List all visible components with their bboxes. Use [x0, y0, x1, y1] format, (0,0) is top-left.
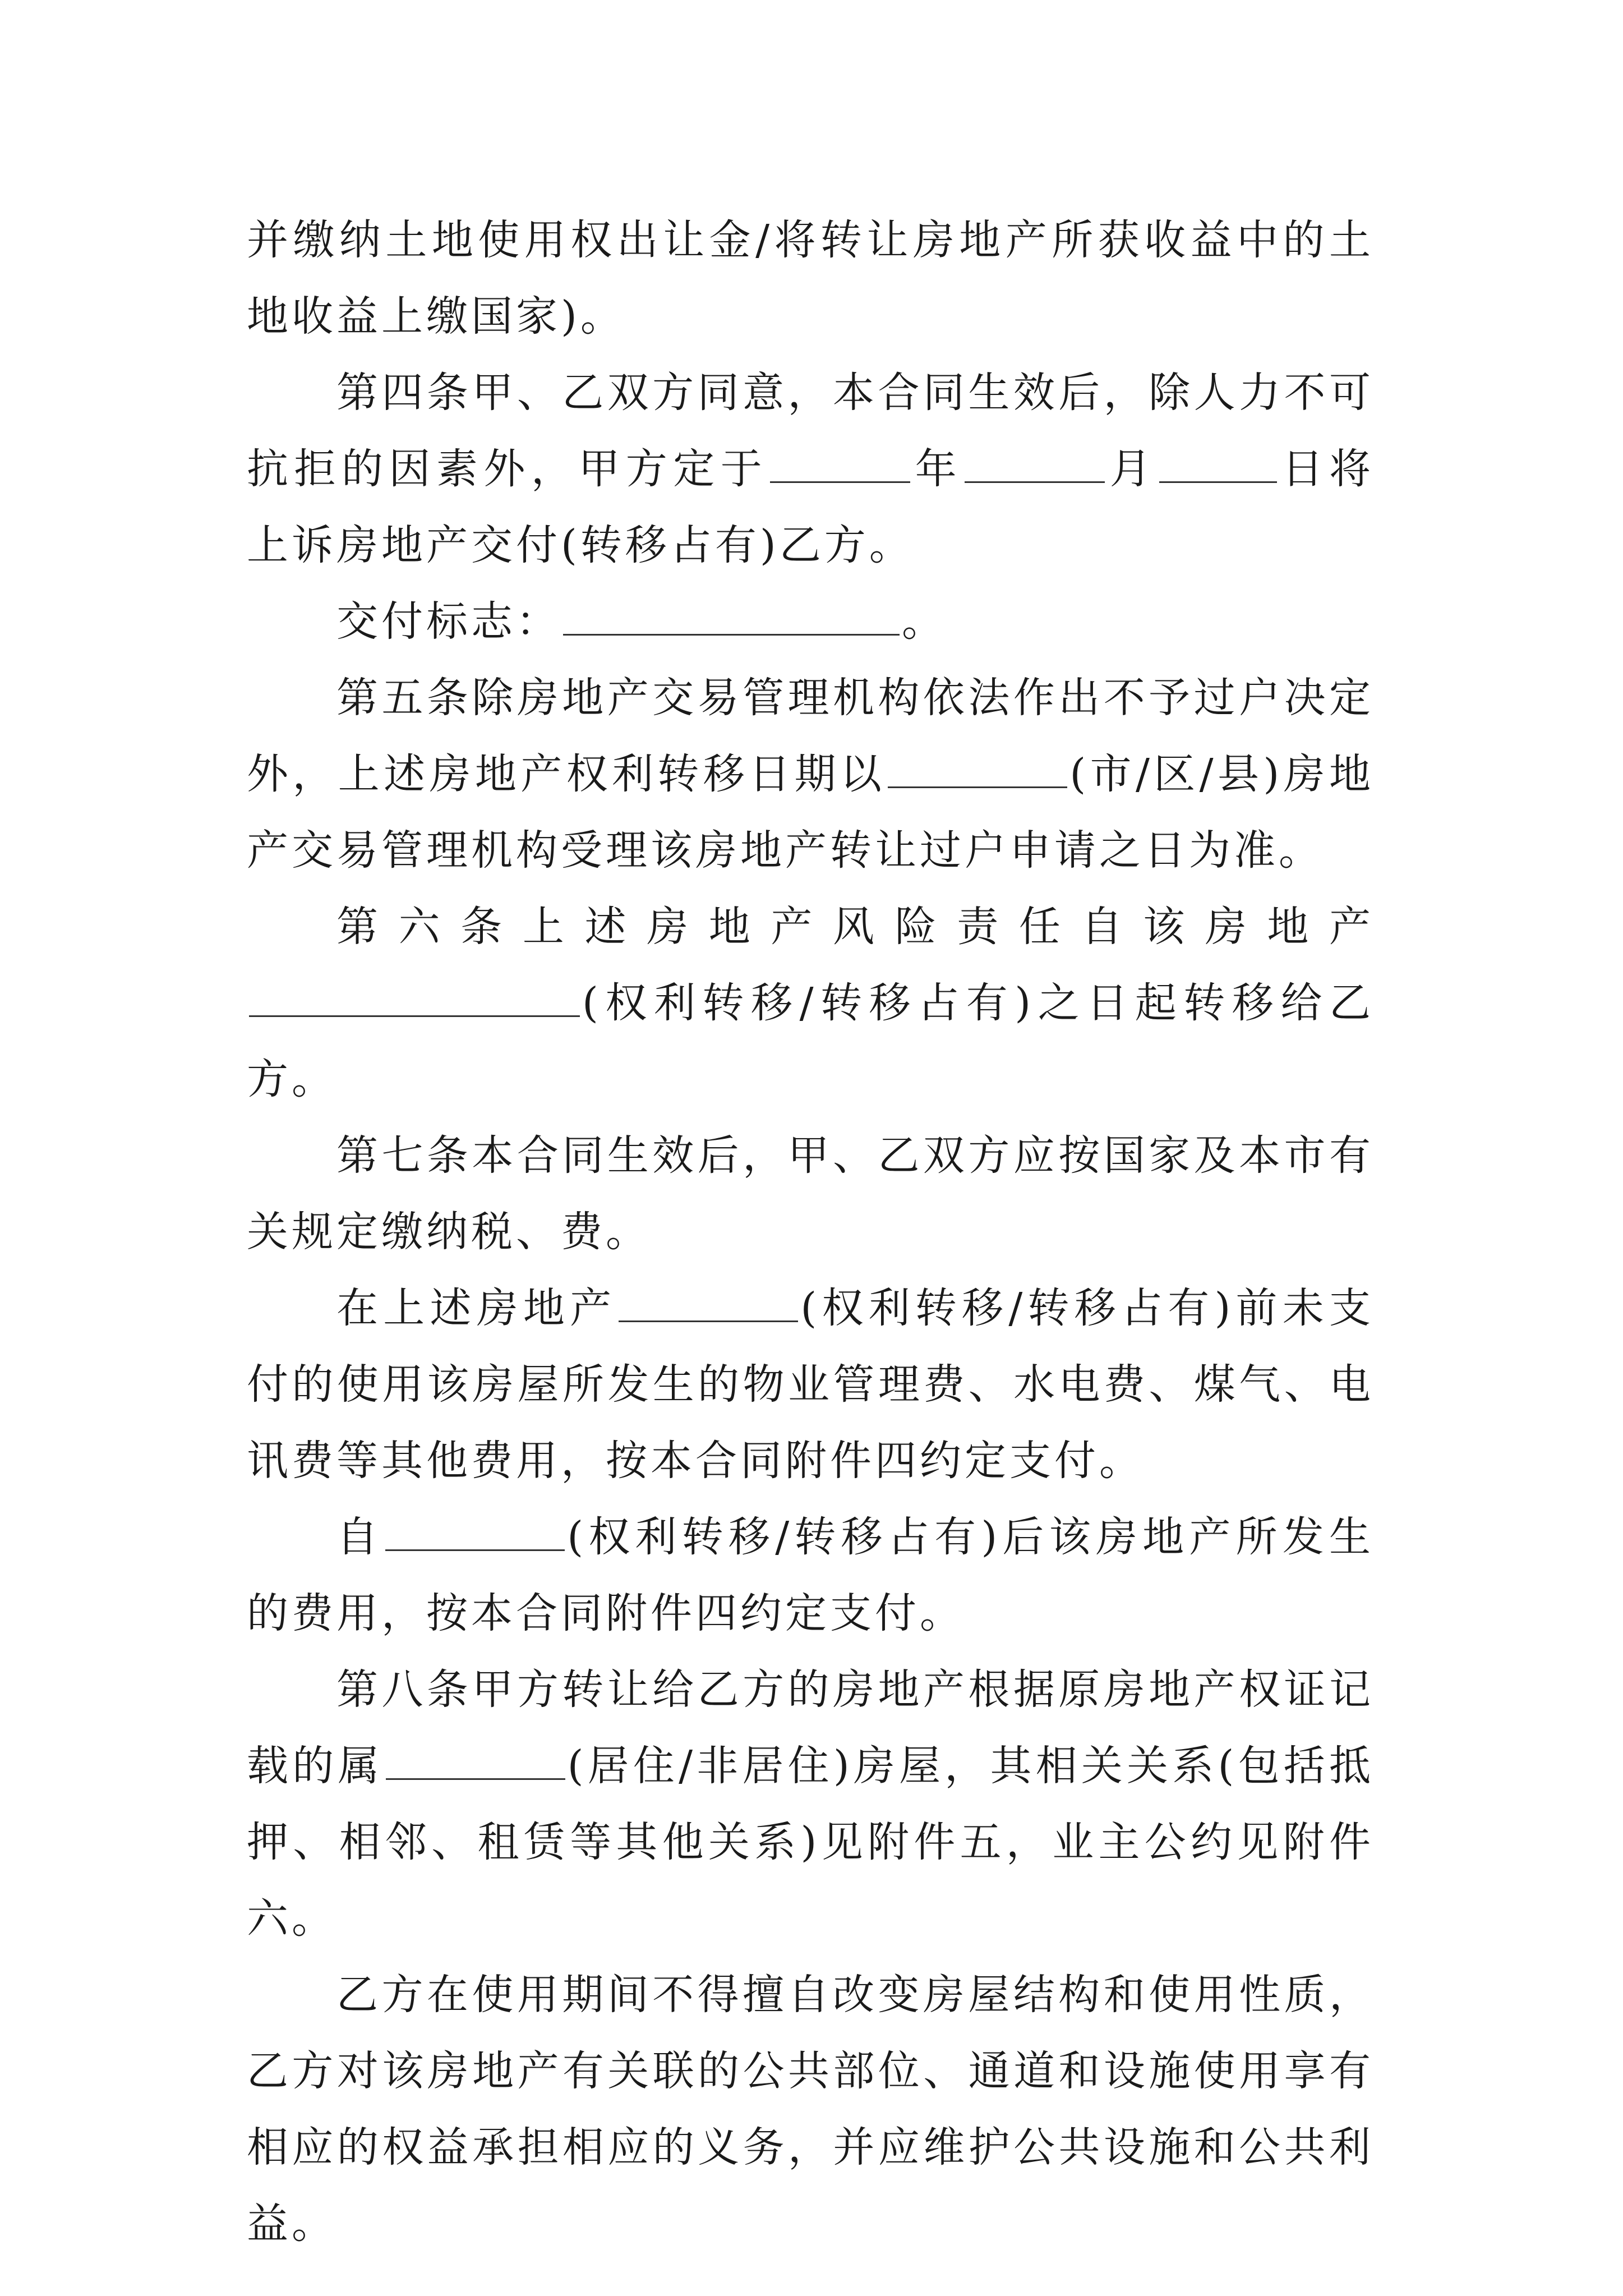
- paragraph-article-8: [247, 1651, 1374, 1957]
- paragraph-text: 第七条本合同生效后，甲、乙双方应按国家及本市有关规定缴纳税、费。: [247, 1131, 1374, 1256]
- paragraph-usage-rules: [247, 1957, 1374, 2262]
- paragraph-article-7: [247, 1117, 1374, 1270]
- paragraph-text: 自: [336, 1513, 384, 1561]
- paragraph-text: 第四条甲、乙双方同意，本合同生效后，除人力不可抗拒的因素外，甲方定于: [247, 369, 1374, 493]
- paragraph-delivery-mark: [247, 583, 1374, 660]
- paragraph-text: 第八条甲方转让给乙方的房地产根据原房地产权证记载的属: [247, 1665, 1374, 1790]
- paragraph-text: 并缴纳土地使用权出让金/将转让房地产所获收益中的土地收益上缴国家)。: [247, 216, 1374, 341]
- paragraph-text: 第五条除房地产交易管理机构依法作出不予过户决定外，上述房地产权利转移日期以: [247, 674, 1374, 798]
- paragraph-text: 乙方在使用期间不得擅自改变房屋结构和使用性质，乙方对该房地产有关联的公共部位、通道和设施使用享有相应的权益承担相应的义务，并应维护公共设施和公共利益。: [247, 1971, 1374, 2248]
- paragraph-text: (居住/非居住)房屋，其相关关系(包括抵押、相邻、租赁等其他关系)见附件五，业主公约见附件六。: [247, 1742, 1374, 1943]
- paragraph-article-4: [247, 355, 1374, 583]
- document-body: [247, 202, 1374, 2262]
- blank-month: [965, 448, 1105, 483]
- blank-day: [1159, 448, 1277, 483]
- blank-delivery-mark: [563, 600, 900, 636]
- month-label: 月: [1107, 445, 1158, 493]
- blank-risk-transfer: [249, 982, 580, 1017]
- paragraph-text: (权利转移/转移占有)之日起转移给乙方。: [247, 979, 1374, 1103]
- paragraph-text: (权利转移/转移占有)前未支付的使用该房屋所发生的物业管理费、水电费、煤气、电讯费等其他费用，按本合同附件四约定支付。: [247, 1284, 1375, 1485]
- paragraph-text: 交付标志：: [336, 597, 561, 646]
- paragraph-land-fee: [247, 202, 1374, 355]
- year-label: 年: [912, 445, 963, 493]
- paragraph-text: 在上述房地产: [336, 1284, 617, 1332]
- paragraph-fees-before: [247, 1270, 1374, 1499]
- paragraph-text: 日将上诉房地产交付(转移占有)乙方。: [247, 445, 1375, 569]
- paragraph-text: (市/区/县)房地产交易管理机构受理该房地产转让过户申请之日为准。: [247, 750, 1374, 875]
- paragraph-text: 第六条上述房地产风险责任自该房地产: [336, 903, 1374, 951]
- blank-fees-before: [619, 1287, 798, 1322]
- blank-property-type: [386, 1745, 565, 1780]
- paragraph-text: (权利转移/转移占有)后该房地产所发生的费用，按本合同附件四约定支付。: [247, 1513, 1375, 1637]
- paragraph-article-6: [247, 889, 1374, 1117]
- blank-district: [888, 753, 1067, 788]
- paragraph-article-5: [247, 660, 1374, 889]
- paragraph-fees-after: [247, 1499, 1374, 1651]
- blank-year: [770, 448, 910, 483]
- blank-fees-after: [385, 1516, 565, 1551]
- paragraph-text: 。: [902, 597, 947, 646]
